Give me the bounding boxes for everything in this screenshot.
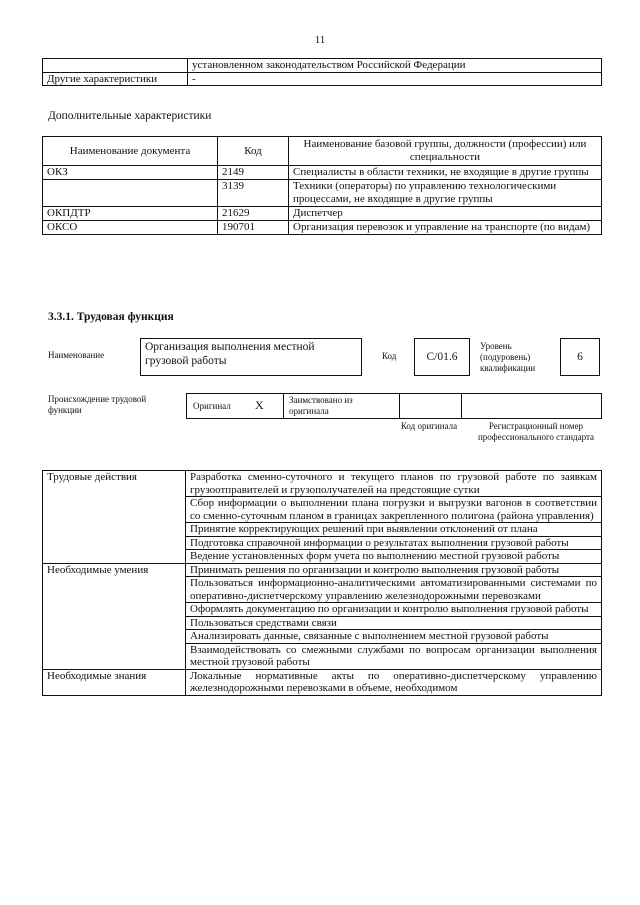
table-cell	[43, 59, 188, 73]
table-cell: Техники (операторы) по управлению технологическими процессами, не входящие в другие группы	[289, 180, 602, 207]
table-row	[43, 221, 602, 235]
table-row	[43, 669, 602, 695]
column-header: Наименование документа	[43, 137, 218, 166]
table-cell: -	[188, 73, 602, 86]
table-row	[43, 59, 602, 73]
divider	[461, 394, 462, 418]
page-number: 11	[314, 34, 326, 46]
table-cell: Оформлять документацию по организации и контролю выполнения грузовой работы	[186, 603, 602, 617]
table-row	[43, 563, 602, 577]
table-cell: Сбор информации о выполнении плана погрузки и выгрузки вагонов в соответствии со сменно-суточным планом в границах закрепленного полигона (района управления)	[186, 497, 602, 523]
original-mark: X	[255, 398, 264, 412]
table-cell: Разработка сменно-суточного и текущего планов по грузовой работе по заявкам грузоотправителей и грузополучателей на предстоящие сутки	[186, 471, 602, 497]
table-cell: 2149	[218, 166, 289, 180]
column-header: Код	[218, 137, 289, 166]
divider	[399, 394, 400, 418]
origin-frame	[186, 393, 602, 419]
origin-label: Происхождение трудовой функции	[48, 394, 147, 415]
table-cell: Принятие корректирующих решений при выявлении отклонений от плана	[186, 523, 602, 537]
table-cell: Локальные нормативные акты по оперативно-диспетчерскому управлению железнодорожными перевозками в объеме, необходимом	[186, 669, 602, 695]
table-cell: Другие характеристики	[43, 73, 188, 86]
table-row	[43, 180, 602, 207]
name-label: Наименование	[48, 350, 105, 360]
table-cell: ОКПДТР	[43, 207, 218, 221]
table-cell: ОКСО	[43, 221, 218, 235]
level-label: Уровень (подуровень) квалификации	[480, 341, 536, 373]
table-row	[43, 207, 602, 221]
top-table	[42, 58, 602, 86]
table-cell: 3139	[218, 180, 289, 207]
table-cell: Взаимодействовать со смежными службами по вопросам организации выполнения местной грузовой работы	[186, 643, 602, 669]
function-name-box: Организация выполнения местной грузовой работы	[140, 338, 362, 376]
column-header: Наименование базовой группы, должности (профессии) или специальности	[289, 137, 602, 166]
table-cell	[43, 180, 218, 207]
function-code-box: С/01.6	[414, 338, 470, 376]
table-cell: Принимать решения по организации и контролю выполнения грузовой работы	[186, 563, 602, 577]
table-row	[43, 166, 602, 180]
additional-table	[42, 136, 602, 235]
additional-heading: Дополнительные характеристики	[48, 110, 212, 122]
table-row	[43, 73, 602, 86]
table-cell: установленном законодательством Российской Федерации	[188, 59, 602, 73]
borrowed-label: Заимствовано из оригинала	[289, 395, 353, 416]
function-heading: 3.3.1. Трудовая функция	[48, 311, 174, 323]
table-cell: Организация перевозок и управление на транспорте (по видам)	[289, 221, 602, 235]
table-cell: 190701	[218, 221, 289, 235]
table-cell: 21629	[218, 207, 289, 221]
table-cell: Анализировать данные, связанные с выполнением местной грузовой работы	[186, 630, 602, 644]
table-cell: Пользоваться информационно-аналитическими автоматизированными системами по оперативно-диспетчерскому управлению железнодорожными перевозками	[186, 577, 602, 603]
category-cell: Необходимые знания	[43, 669, 186, 695]
reg-caption: Регистрационный номер профессионального стандарта	[477, 421, 595, 442]
code-label: Код	[382, 351, 397, 361]
original-label: Оригинал	[193, 401, 231, 411]
function-table	[42, 470, 602, 696]
level-box: 6	[560, 338, 600, 376]
table-cell: Подготовка справочной информации о результатах выполнения грузовой работы	[186, 536, 602, 550]
table-cell: Диспетчер	[289, 207, 602, 221]
table-cell: Пользоваться средствами связи	[186, 616, 602, 630]
code-caption: Код оригинала	[400, 421, 458, 431]
table-row	[43, 471, 602, 497]
table-cell: Ведение установленных форм учета по выполнению местной грузовой работы	[186, 550, 602, 564]
table-header-row	[43, 137, 602, 166]
category-cell: Необходимые умения	[43, 563, 186, 669]
divider	[283, 394, 284, 418]
table-cell: ОКЗ	[43, 166, 218, 180]
table-cell: Специалисты в области техники, не входящие в другие группы	[289, 166, 602, 180]
category-cell: Трудовые действия	[43, 471, 186, 564]
